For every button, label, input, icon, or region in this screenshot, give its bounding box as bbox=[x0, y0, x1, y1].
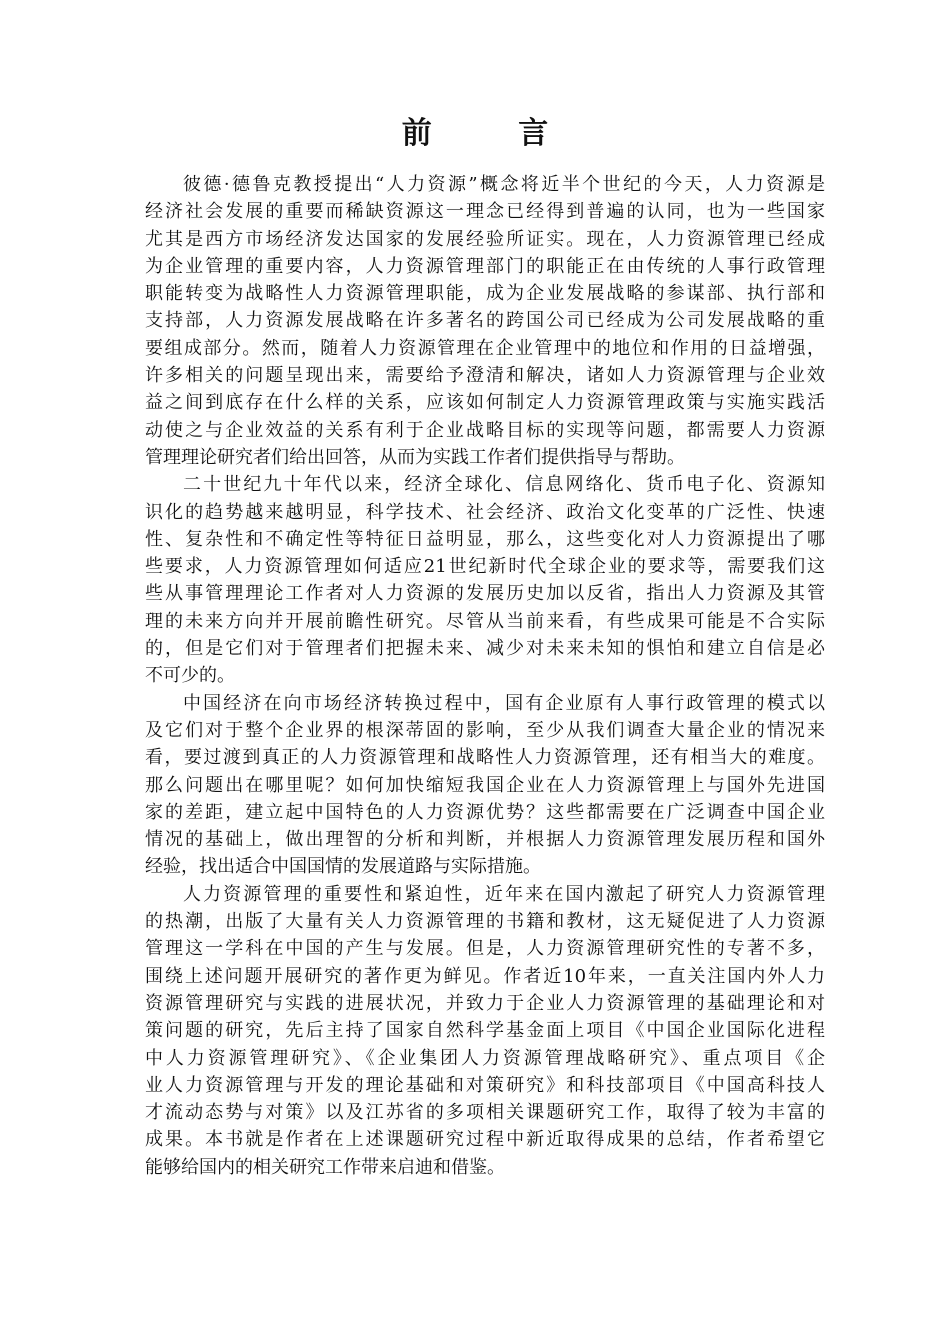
text-line: 经验，找出适合中国国情的发展道路与实际措施。 bbox=[145, 856, 541, 878]
text-line: 资源管理研究与实践的进展状况，并致力于企业人力资源管理的基础理论和对 bbox=[145, 992, 825, 1014]
text-line: 支持部，人力资源发展战略在许多著名的跨国公司已经成为公司发展战略的重 bbox=[145, 310, 825, 332]
text-line: 及它们对于整个企业界的根深蒂固的影响，至少从我们调查大量企业的情况来 bbox=[145, 719, 825, 741]
paragraph bbox=[145, 471, 825, 689]
text-line: 为企业管理的重要内容，人力资源管理部门的职能正在由传统的人事行政管理 bbox=[145, 255, 825, 277]
text-line: 围绕上述问题开展研究的著作更为鲜见。作者近10年来，一直关注国内外人力 bbox=[145, 965, 825, 987]
text-line: 要组成部分。然而，随着人力资源管理在企业管理中的地位和作用的日益增强， bbox=[145, 337, 825, 359]
text-line: 尤其是西方市场经济发达国家的发展经验所证实。现在，人力资源管理已经成 bbox=[145, 228, 825, 250]
text-line: 那么问题出在哪里呢？如何加快缩短我国企业在人力资源管理上与国外先进国 bbox=[145, 774, 825, 796]
text-line: 的热潮，出版了大量有关人力资源管理的书籍和教材，这无疑促进了人力资源 bbox=[145, 911, 825, 933]
text-line: 些从事管理理论工作者对人力资源的发展历史加以反省，指出人力资源及其管 bbox=[145, 583, 825, 605]
text-line: 的，但是它们对于管理者们把握未来、减少对未来未知的惧怕和建立自信是必 bbox=[145, 638, 825, 660]
text-line: 职能转变为战略性人力资源管理职能，成为企业发展战略的参谋部、执行部和 bbox=[145, 283, 825, 305]
text-line: 看，要过渡到真正的人力资源管理和战略性人力资源管理，还有相当大的难度。 bbox=[145, 747, 825, 769]
paragraph bbox=[145, 690, 825, 881]
text-line: 家的差距，建立起中国特色的人力资源优势？这些都需要在广泛调查中国企业 bbox=[145, 801, 825, 823]
text-line: 理的未来方向并开展前瞻性研究。尽管从当前来看，有些成果可能是不合实际 bbox=[145, 610, 825, 632]
text-line: 策问题的研究，先后主持了国家自然科学基金面上项目《中国企业国际化进程 bbox=[145, 1020, 825, 1042]
text-line: 经济社会发展的重要而稀缺资源这一理念已经得到普遍的认同，也为一些国家 bbox=[145, 201, 825, 223]
preface-body bbox=[145, 171, 825, 1181]
text-line: 情况的基础上，做出理智的分析和判断，并根据人力资源管理发展历程和国外 bbox=[145, 829, 825, 851]
page-title: 前 言 bbox=[401, 116, 587, 151]
text-line: 许多相关的问题呈现出来，需要给予澄清和解决，诸如人力资源管理与企业效 bbox=[145, 365, 825, 387]
text-line: 才流动态势与对策》以及江苏省的多项相关课题研究工作，取得了较为丰富的 bbox=[145, 1102, 825, 1124]
text-line: 成果。本书就是作者在上述课题研究过程中新近取得成果的总结，作者希望它 bbox=[145, 1129, 825, 1151]
text-line: 能够给国内的相关研究工作带来启迪和借鉴。 bbox=[145, 1156, 505, 1178]
text-line: 识化的趋势越来越明显，科学技术、社会经济、政治文化变革的广泛性、快速 bbox=[145, 501, 825, 523]
text-line: 不可少的。 bbox=[145, 665, 235, 687]
text-line: 管理这一学科在中国的产生与发展。但是，人力资源管理研究性的专著不多， bbox=[145, 938, 825, 960]
paragraph bbox=[145, 171, 825, 471]
text-line: 二十世纪九十年代以来，经济全球化、信息网络化、货币电子化、资源知 bbox=[183, 474, 825, 496]
text-line: 些要求，人力资源管理如何适应21世纪新时代全球企业的要求等，需要我们这 bbox=[145, 556, 825, 578]
text-line: 彼德·德鲁克教授提出“人力资源”概念将近半个世纪的今天，人力资源是 bbox=[183, 174, 825, 195]
paragraph bbox=[145, 881, 825, 1181]
text-line: 业人力资源管理与开发的理论基础和对策研究》和科技部项目《中国高科技人 bbox=[145, 1074, 825, 1096]
text-line: 性、复杂性和不确定性等特征日益明显，那么，这些变化对人力资源提出了哪 bbox=[145, 528, 825, 550]
text-line: 动使之与企业效益的关系有利于企业战略目标的实现等问题，都需要人力资源 bbox=[145, 419, 825, 441]
text-line: 中人力资源管理研究》、《企业集团人力资源管理战略研究》、重点项目《企 bbox=[145, 1047, 825, 1069]
text-line: 中国经济在向市场经济转换过程中，国有企业原有人事行政管理的模式以 bbox=[183, 692, 825, 714]
text-line: 管理理论研究者们给出回答，从而为实践工作者们提供指导与帮助。 bbox=[145, 446, 685, 468]
text-line: 益之间到底存在什么样的关系，应该如何制定人力资源管理政策与实施实践活 bbox=[145, 392, 825, 414]
text-line: 人力资源管理的重要性和紧迫性，近年来在国内激起了研究人力资源管理 bbox=[183, 883, 825, 905]
